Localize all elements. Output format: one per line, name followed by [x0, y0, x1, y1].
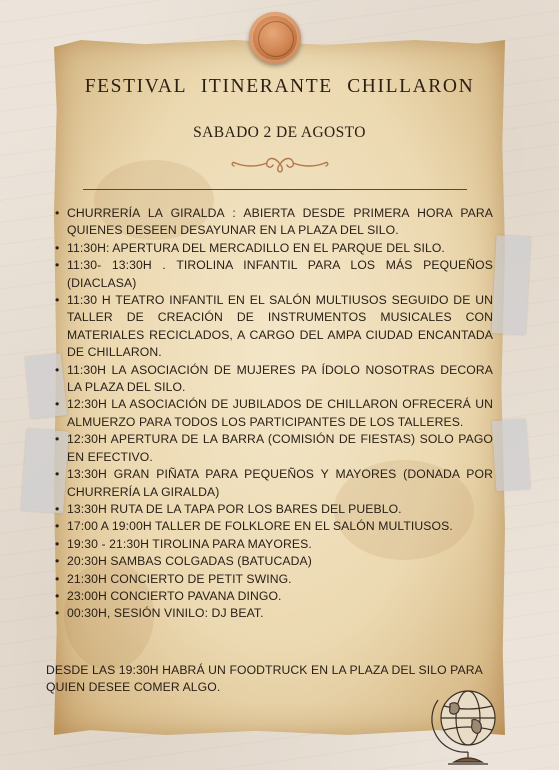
list-item: • 12:30H APERTURA DE LA BARRA (COMISIÓN DE FIESTAS) SOLO PAGO EN EFECTIVO. — [55, 431, 493, 466]
tape-strip-right-lower — [492, 419, 531, 491]
list-item: • 19:30 - 21:30H TIROLINA PARA MAYORES. — [55, 536, 493, 553]
list-item: • 00:30H, SESIÓN VINILO: DJ BEAT. — [55, 605, 493, 622]
globe-icon — [428, 680, 506, 768]
divider-line — [83, 189, 467, 190]
list-item: • 23:00H CONCIERTO PAVANA DINGO. — [55, 588, 493, 605]
wax-seal-icon — [249, 12, 301, 64]
list-item: • 11:30H LA ASOCIACIÓN DE MUJERES PA ÍDOLO NOSOTRAS DECORA LA PLAZA DEL SILO. — [55, 362, 493, 397]
list-item: • 20:30H SAMBAS COLGADAS (BATUCADA) — [55, 553, 493, 570]
list-item: • 17:00 A 19:00H TALLER DE FOLKLORE EN EL SALÓN MULTIUSOS. — [55, 518, 493, 535]
list-item: • 13:30H GRAN PIÑATA PARA PEQUEÑOS Y MAYORES (DONADA POR CHURRERÍA LA GIRALDA) — [55, 466, 493, 501]
foodtruck-note: DESDE LAS 19:30H HABRÁ UN FOODTRUCK EN LA PLAZA DEL SILO PARA QUIEN DESEE COMER ALGO. — [46, 663, 483, 695]
list-item: • CHURRERÍA LA GIRALDA : ABIERTA DESDE PRIMERA HORA PARA QUIENES DESEEN DESAYUNAR EN LA PLAZA DEL SILO. — [55, 205, 493, 240]
list-item: • 11:30 H TEATRO INFANTIL EN EL SALÓN MULTIUSOS SEGUIDO DE UN TALLER DE CREACIÓN DE INSTRUMENTOS MUSICALES CON MATERIALES RECICLADOS, A CARGO DEL AMPA CIUDAD ENCANTADA DE CHILLARON. — [55, 292, 493, 362]
event-date: SABADO 2 DE AGOSTO — [193, 124, 366, 141]
list-item: • 11:30H: APERTURA DEL MERCADILLO EN EL PARQUE DEL SILO. — [55, 240, 493, 257]
list-item: • 12:30H LA ASOCIACIÓN DE JUBILADOS DE CHILLARON OFRECERÁ UN ALMUERZO PARA TODOS LOS PARTICIPANTES DE LOS TALLERES. — [55, 396, 493, 431]
flourish-ornament-icon — [229, 154, 332, 174]
page-title: FESTIVAL ITINERANTE CHILLARON — [84, 76, 475, 97]
event-schedule-list — [55, 205, 493, 623]
list-item: • 11:30- 13:30H . TIROLINA INFANTIL PARA LOS MÁS PEQUEÑOS (DIACLASA) — [55, 257, 493, 292]
tape-strip-right-upper — [491, 235, 530, 335]
list-item: • 13:30H RUTA DE LA TAPA POR LOS BARES DEL PUEBLO. — [55, 501, 493, 518]
list-item: • 21:30H CONCIERTO DE PETIT SWING. — [55, 571, 493, 588]
